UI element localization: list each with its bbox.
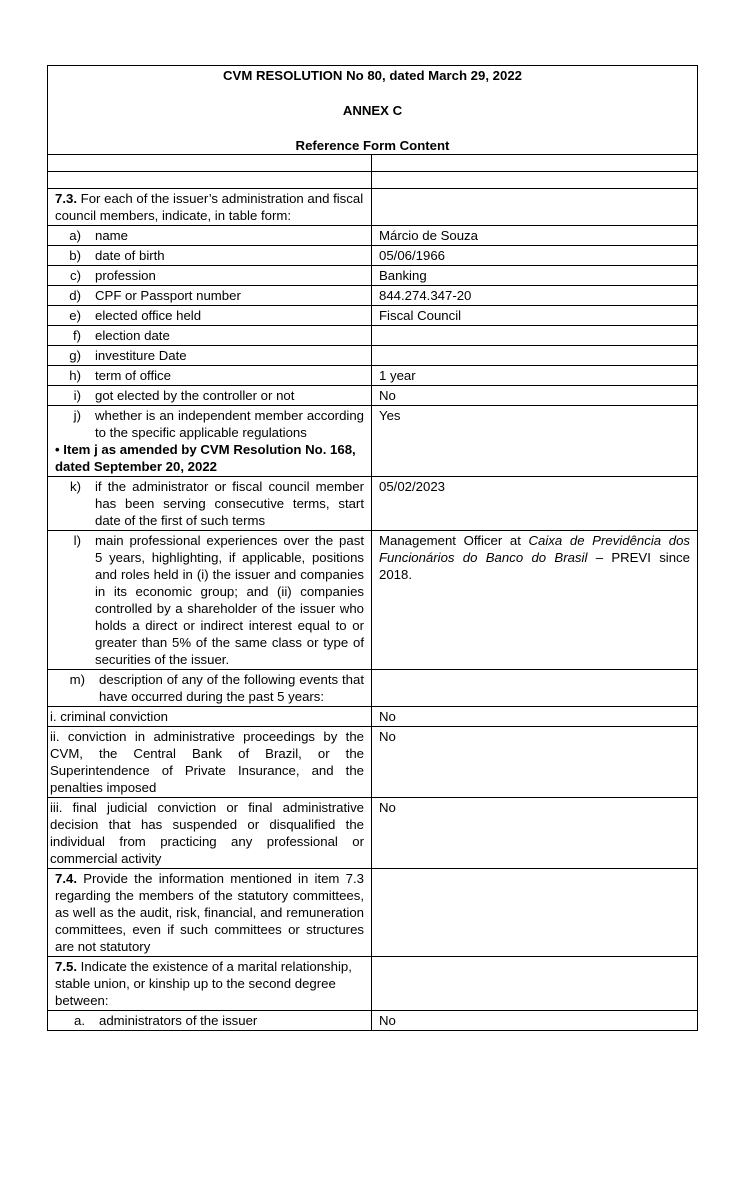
section-text: Indicate the existence of a marital relationship, stable union, or kinship up to the second degree between:: [55, 959, 352, 1008]
event-value: No: [372, 727, 698, 798]
item-value: Márcio de Souza: [372, 226, 698, 246]
item-text: CPF or Passport number: [95, 288, 241, 303]
item-value: 1 year: [372, 366, 698, 386]
item-text: whether is an independent member according to the specific applicable regulations: [95, 408, 364, 440]
bullet-icon: •: [55, 442, 60, 457]
table-row: [48, 406, 698, 477]
item-text: if the administrator or fiscal council member has been serving consecutive terms, start date of the first of such terms: [95, 479, 364, 528]
item-value: 844.274.347-20: [372, 286, 698, 306]
item-text: got elected by the controller or not: [95, 388, 295, 403]
item-text: description of any of the following events that have occurred during the past 5 years:: [99, 672, 364, 704]
table-row: [48, 727, 698, 798]
table-row: [48, 531, 698, 670]
item-label: e): [69, 308, 81, 323]
event-value: No: [372, 707, 698, 727]
item-value: No: [372, 386, 698, 406]
amendment-note: [55, 441, 364, 475]
item-value: 05/02/2023: [372, 477, 698, 531]
event-text: i. criminal conviction: [48, 707, 372, 727]
section-7-5-row: [48, 957, 698, 1011]
value-suffix: – PREVI since 2018.: [379, 550, 690, 582]
item-text: main professional experiences over the past 5 years, highlighting, if applicable, positions and roles held in (i) the issuer and companies in its economic group; and (ii) companies controlled by a shareholder of the issuer who holds a direct or indirect interest equal to or greater than 5% of the same class or type of securities of the issuer.: [95, 533, 364, 667]
item-text: profession: [95, 268, 156, 283]
item-label: g): [69, 348, 81, 363]
annex-title: ANNEX C: [342, 103, 403, 118]
reference-form-table: [47, 65, 698, 1031]
item-label: i): [73, 388, 81, 403]
item-value: Yes: [372, 406, 698, 477]
section-7-3-intro: [48, 189, 372, 226]
event-value: No: [372, 798, 698, 869]
item-value: [372, 346, 698, 366]
item-value: No: [372, 1011, 698, 1031]
item-value: [372, 531, 698, 670]
table-row: [48, 346, 698, 366]
item-value: Banking: [372, 266, 698, 286]
table-row: [48, 366, 698, 386]
value-italic: Caixa de Previdência dos Funcionários do Banco do Brasil: [379, 533, 690, 565]
empty-row: [48, 155, 698, 172]
section-number: 7.4.: [55, 871, 77, 886]
item-label: l): [73, 533, 81, 548]
table-row: [48, 386, 698, 406]
header-cell: [48, 66, 698, 155]
item-text: administrators of the issuer: [99, 1013, 258, 1028]
item-text: elected office held: [95, 308, 202, 323]
table-row: [48, 798, 698, 869]
section-text: Provide the information mentioned in item 7.3 regarding the members of the statutory committees, as well as the audit, risk, financial, and remuneration committees, even if such committees or structures are not statutory: [55, 871, 364, 954]
item-label: h): [69, 368, 81, 383]
table-row: [48, 707, 698, 727]
item-label: d): [69, 288, 81, 303]
item-value: Fiscal Council: [372, 306, 698, 326]
item-label: m): [69, 672, 85, 687]
item-text: investiture Date: [95, 348, 187, 363]
item-label: c): [70, 268, 81, 283]
item-label: k): [70, 479, 81, 494]
table-row: [48, 326, 698, 346]
section-7-3-row: [48, 189, 698, 226]
section-number: 7.3.: [55, 191, 77, 206]
item-label: f): [72, 328, 81, 343]
section-7-4-row: [48, 869, 698, 957]
item-label: a.: [74, 1013, 85, 1028]
table-row: [48, 1011, 698, 1031]
item-value: 05/06/1966: [372, 246, 698, 266]
table-row: [48, 286, 698, 306]
amendment-note-text: Item j as amended by CVM Resolution No. 168, dated September 20, 2022: [55, 442, 356, 474]
table-row: [48, 226, 698, 246]
event-text: ii. conviction in administrative proceedings by the CVM, the Central Bank of Brazil, or the Superintendence of Private Insurance, and the penalties imposed: [48, 727, 372, 798]
table-row: [48, 306, 698, 326]
item-text: date of birth: [95, 248, 165, 263]
item-value: [372, 326, 698, 346]
empty-row: [48, 172, 698, 189]
document-title: CVM RESOLUTION No 80, dated March 29, 2022: [223, 68, 522, 83]
item-label: a): [69, 228, 81, 243]
table-row: [48, 670, 698, 707]
value-prefix: Management Officer at: [379, 533, 521, 548]
item-text: term of office: [95, 368, 171, 383]
item-label: j): [73, 408, 81, 423]
item-label: b): [69, 248, 81, 263]
section-number: 7.5.: [55, 959, 77, 974]
form-subtitle: Reference Form Content: [295, 138, 450, 153]
header-row: [48, 66, 698, 155]
table-row: [48, 246, 698, 266]
table-row: [48, 266, 698, 286]
section-text: For each of the issuer’s administration and fiscal council members, indicate, in table form:: [55, 191, 364, 223]
item-text: name: [95, 228, 128, 243]
table-row: [48, 477, 698, 531]
event-text: iii. final judicial conviction or final administrative decision that has suspended or disqualified the individual from practicing any professional or commercial activity: [48, 798, 372, 869]
item-text: election date: [95, 328, 170, 343]
